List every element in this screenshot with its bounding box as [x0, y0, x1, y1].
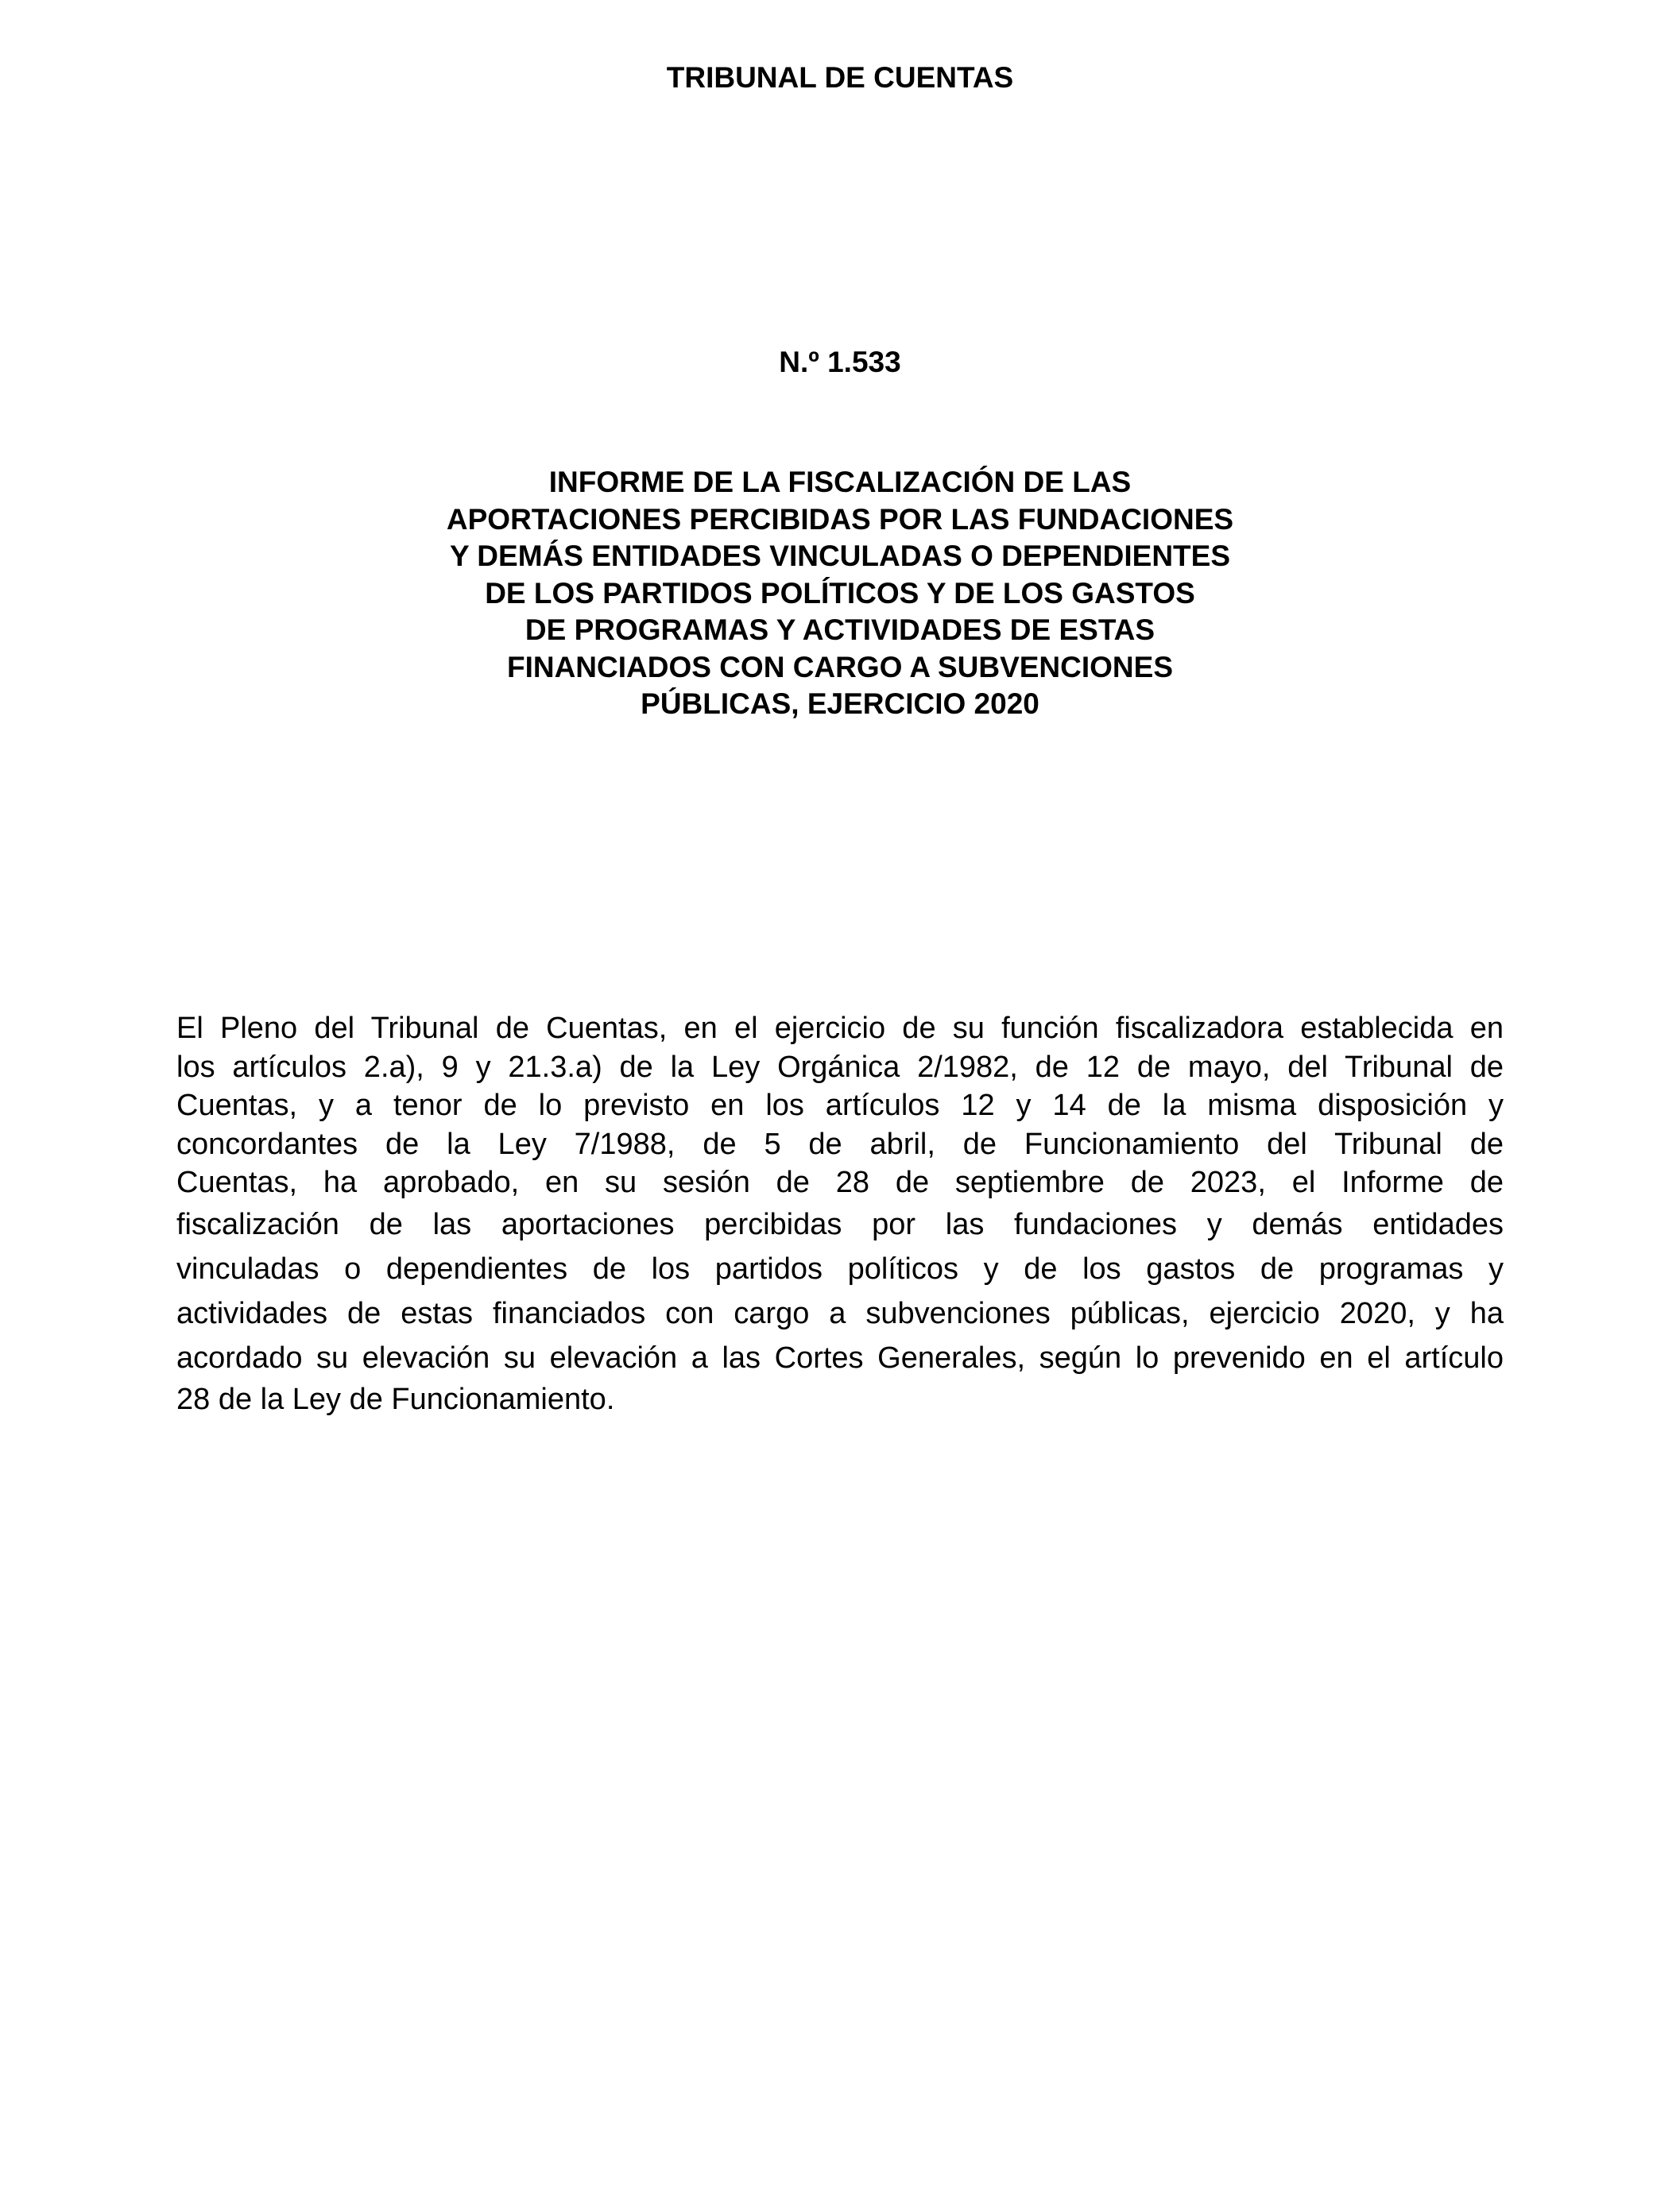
body-line: Cuentas, ha aprobado, en su sesión de 28 de septiembre de 2023, el Informe de [176, 1166, 1504, 1199]
report-title-line: Y DEMÁS ENTIDADES VINCULADAS O DEPENDIENTES [450, 540, 1230, 572]
body-line: actividades de estas financiados con cargo a subvenciones públicas, ejercicio 2020, y ha [176, 1296, 1504, 1330]
body-line: concordantes de la Ley 7/1988, de 5 de abril, de Funcionamiento del Tribunal de [176, 1127, 1504, 1161]
report-number: N.º 1.533 [779, 346, 901, 378]
body-line: vinculadas o dependientes de los partidos políticos y de los gastos de programas y [176, 1252, 1504, 1286]
report-title-line: PÚBLICAS, EJERCICIO 2020 [641, 687, 1039, 720]
body-paragraph [176, 1009, 1504, 1418]
report-title-line: INFORME DE LA FISCALIZACIÓN DE LAS [548, 466, 1132, 498]
report-title-line: DE PROGRAMAS Y ACTIVIDADES DE ESTAS [525, 613, 1155, 646]
body-line: fiscalización de las aportaciones percibidas por las fundaciones y demás entidades [176, 1207, 1504, 1241]
report-title-line: FINANCIADOS CON CARGO A SUBVENCIONES [506, 650, 1174, 683]
body-line: El Pleno del Tribunal de Cuentas, en el ejercicio de su función fiscalizadora establecida en [176, 1012, 1504, 1045]
body-line: los artículos 2.a), 9 y 21.3.a) de la Ley Orgánica 2/1982, de 12 de mayo, del Tribunal de [176, 1050, 1504, 1084]
report-title-line: APORTACIONES PERCIBIDAS POR LAS FUNDACIONES [446, 502, 1234, 536]
report-title [0, 464, 1680, 723]
report-title-line: DE LOS PARTIDOS POLÍTICOS Y DE LOS GASTOS [485, 576, 1195, 610]
body-line: 28 de la Ley de Funcionamiento. [176, 1382, 615, 1416]
document-header-title: TRIBUNAL DE CUENTAS [666, 61, 1014, 94]
body-line: acordado su elevación su elevación a las Cortes Generales, según lo prevenido en el artículo [176, 1341, 1504, 1375]
body-line: Cuentas, y a tenor de lo previsto en los artículos 12 y 14 de la misma disposición y [176, 1089, 1504, 1122]
